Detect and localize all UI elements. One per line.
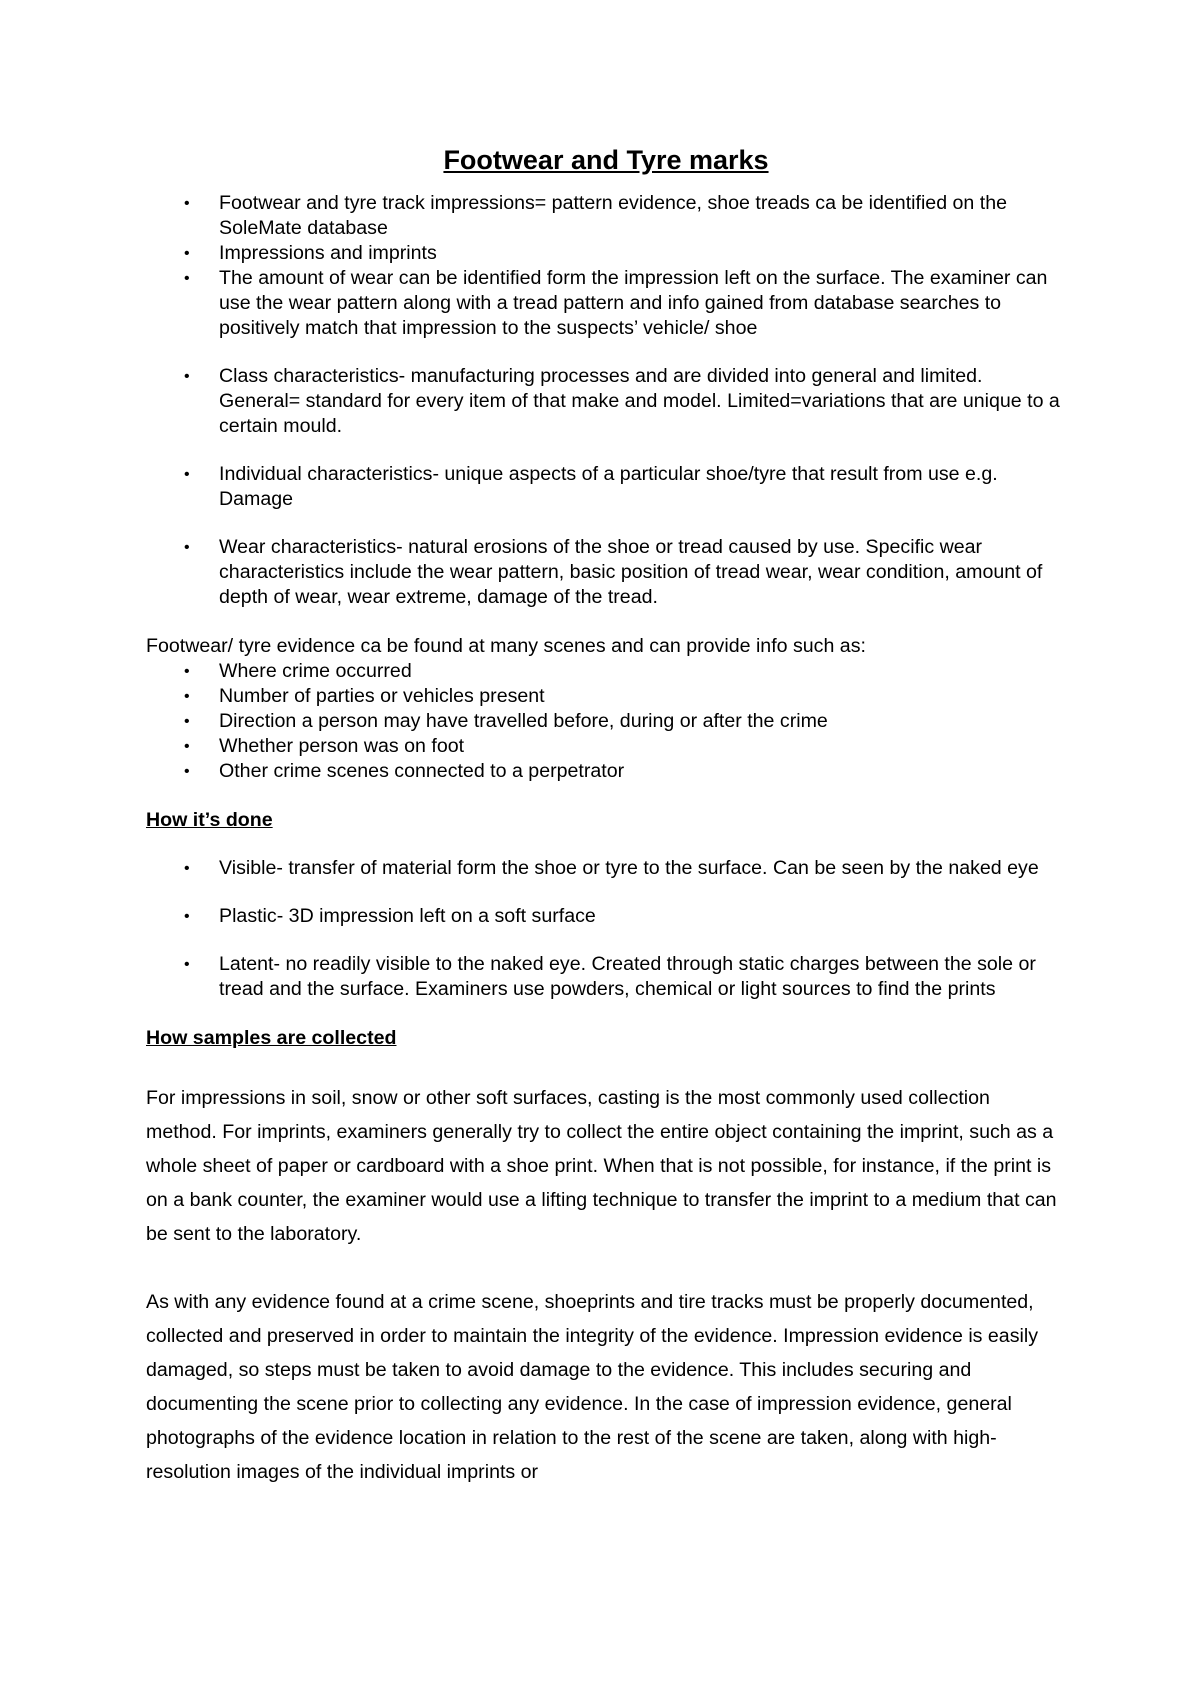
bullet-icon: •: [184, 245, 190, 262]
list-item-text: The amount of wear can be identified form the impression left on the surface. The examiner can use the wear pattern along with a tread pattern and info gained from database searches to positively match that impression to the suspects’ vehicle/ shoe: [219, 267, 1048, 339]
list-item: [146, 535, 1066, 610]
list-item: [146, 952, 1066, 1002]
list-item: [146, 659, 1066, 684]
list-item-text: Impressions and imprints: [219, 242, 437, 264]
bullet-icon: •: [184, 688, 190, 705]
list-item: [146, 759, 1066, 784]
document-title: Footwear and Tyre marks: [443, 145, 769, 175]
list-item: [146, 856, 1066, 881]
list-item: [146, 904, 1066, 929]
document-content: [146, 143, 1066, 1489]
bullet-icon: •: [184, 763, 190, 780]
list-item: [146, 684, 1066, 709]
list-item: [146, 364, 1066, 439]
list-item-text: Other crime scenes connected to a perpetrator: [219, 760, 625, 782]
samples-heading: How samples are collected: [146, 1027, 397, 1049]
how-done-heading: How it’s done: [146, 809, 273, 831]
list-item-text: Class characteristics- manufacturing processes and are divided into general and limited. General= standard for every item of that make and model. Limited=variations that are unique to a certain mould.: [219, 365, 1060, 437]
bullet-icon: •: [184, 539, 190, 556]
list-item-text: Latent- no readily visible to the naked eye. Created through static charges between the sole or tread and the surface. Examiners use powders, chemical or light sources to find the prints: [219, 953, 1036, 1000]
bullet-icon: •: [184, 195, 190, 212]
list-item-text: Plastic- 3D impression left on a soft surface: [219, 905, 596, 927]
bullet-icon: •: [184, 908, 190, 925]
evidence-bullet-list: [146, 659, 1066, 784]
list-item-text: Where crime occurred: [219, 660, 412, 682]
bullet-icon: •: [184, 713, 190, 730]
list-item: [146, 191, 1066, 241]
samples-paragraph-2: As with any evidence found at a crime scene, shoeprints and tire tracks must be properly documented, collected and preserved in order to maintain the integrity of the evidence. Impression evidence is easily damaged, so steps must be taken to avoid damage to the evidence. This includes securing and documenting the scene prior to collecting any evidence. In the case of impression evidence, general photographs of the evidence location in relation to the rest of the scene are taken, along with high-resolution images of the individual imprints or: [146, 1291, 1039, 1483]
list-item-text: Footwear and tyre track impressions= pattern evidence, shoe treads ca be identified on the SoleMate database: [219, 192, 1008, 239]
bullet-icon: •: [184, 368, 190, 385]
bullet-icon: •: [184, 956, 190, 973]
list-item: [146, 241, 1066, 266]
list-item: [146, 462, 1066, 512]
list-item: [146, 266, 1066, 341]
list-item-text: Individual characteristics- unique aspects of a particular shoe/tyre that result from use e.g. Damage: [219, 463, 998, 510]
list-item: [146, 734, 1066, 759]
samples-paragraph-1: For impressions in soil, snow or other soft surfaces, casting is the most commonly used collection method. For imprints, examiners generally try to collect the entire object containing the imprint, such as a whole sheet of paper or cardboard with a shoe print. When that is not possible, for instance, if the print is on a bank counter, the examiner would use a lifting technique to transfer the imprint to a medium that can be sent to the laboratory.: [146, 1087, 1057, 1245]
intro-bullet-list: [146, 191, 1066, 610]
list-item-text: Number of parties or vehicles present: [219, 685, 545, 707]
list-item-text: Wear characteristics- natural erosions of the shoe or tread caused by use. Specific wear characteristics include the wear pattern, basic position of tread wear, wear condition, amount of depth of wear, wear extreme, damage of the tread.: [219, 536, 1043, 608]
bullet-icon: •: [184, 738, 190, 755]
bullet-icon: •: [184, 270, 190, 287]
evidence-intro: Footwear/ tyre evidence ca be found at many scenes and can provide info such as:: [146, 635, 866, 657]
bullet-icon: •: [184, 663, 190, 680]
list-item: [146, 709, 1066, 734]
list-item-text: Direction a person may have travelled before, during or after the crime: [219, 710, 828, 732]
list-item-text: Whether person was on foot: [219, 735, 465, 757]
bullet-icon: •: [184, 466, 190, 483]
how-done-bullet-list: [146, 856, 1066, 1002]
bullet-icon: •: [184, 860, 190, 877]
list-item-text: Visible- transfer of material form the shoe or tyre to the surface. Can be seen by the naked eye: [219, 857, 1039, 879]
